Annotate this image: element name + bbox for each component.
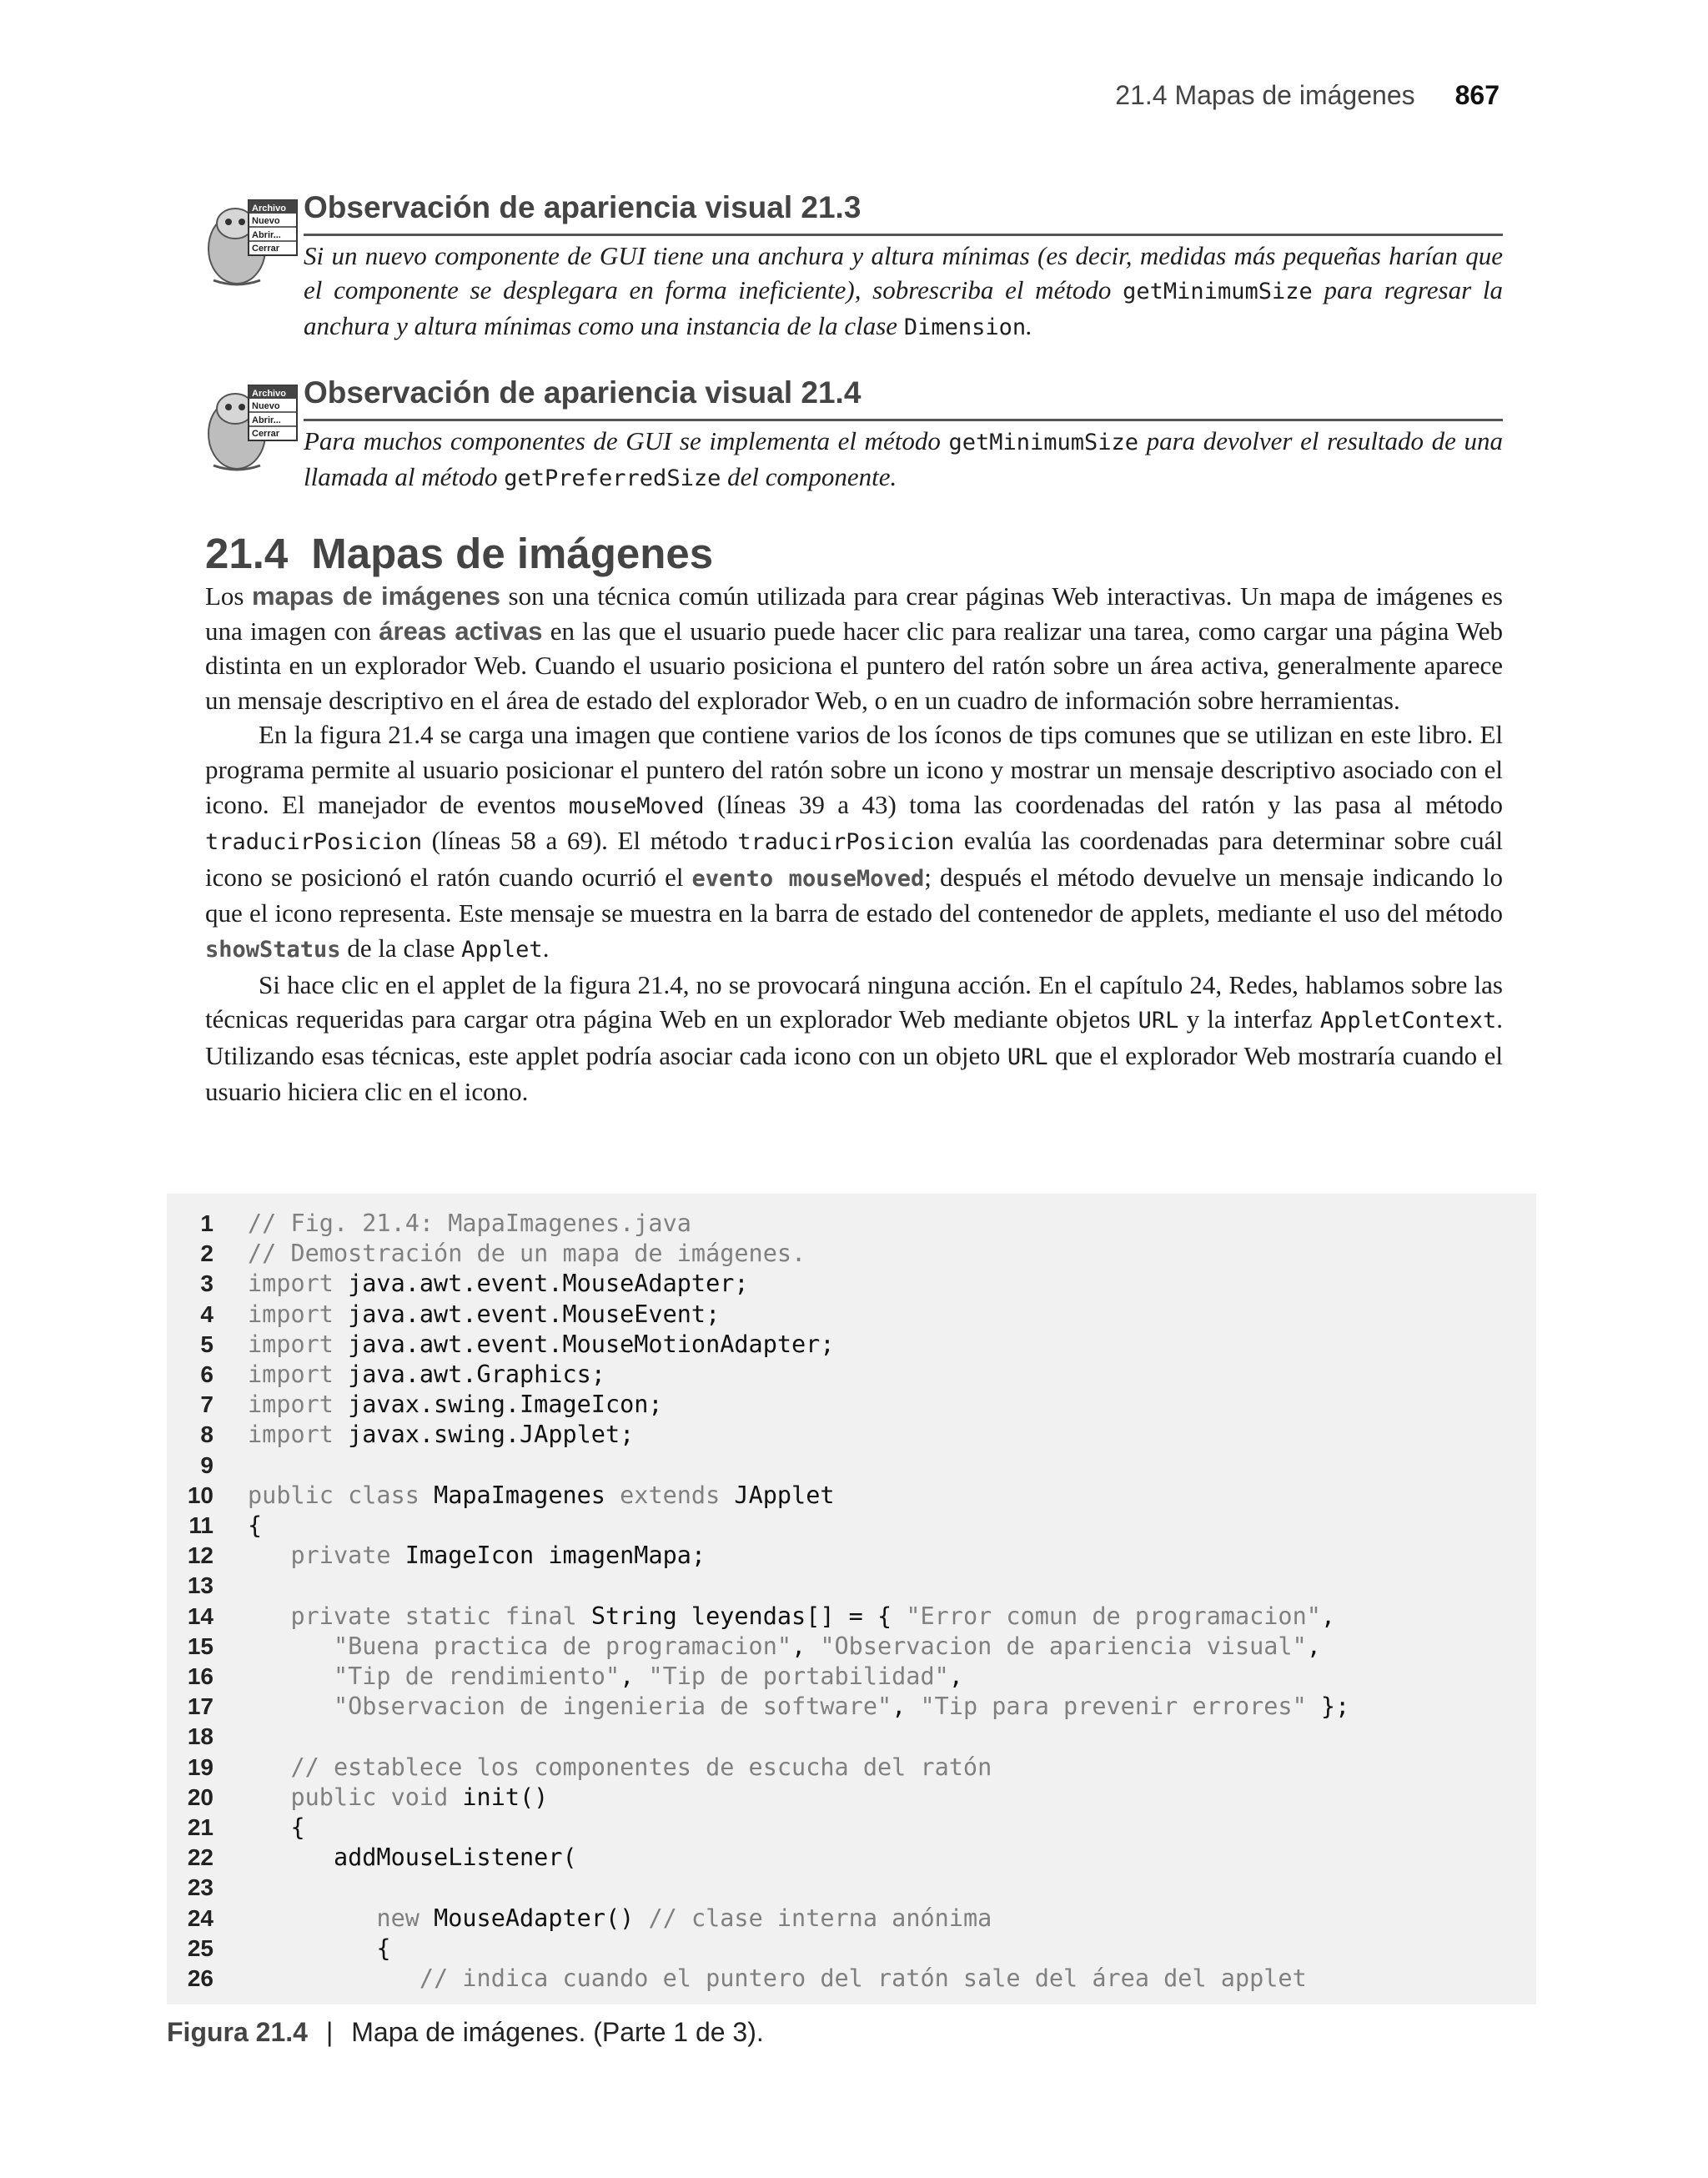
running-head bbox=[1115, 80, 1500, 111]
code-text bbox=[248, 1300, 720, 1330]
code-token: MapaImagenes bbox=[434, 1481, 620, 1509]
code-token-muted: import bbox=[248, 1391, 349, 1419]
code-token: init() bbox=[462, 1783, 549, 1811]
code-text bbox=[248, 1269, 749, 1299]
code-token bbox=[248, 1662, 334, 1690]
code-token: java.awt.event.MouseAdapter; bbox=[348, 1270, 749, 1298]
obs-text: para devolver el resultado de una llamada al método bbox=[304, 426, 1504, 491]
obs-text: Para muchos componentes de GUI se implementa el método bbox=[304, 426, 949, 455]
code-token: { bbox=[248, 1512, 263, 1539]
section-title: Mapas de imágenes bbox=[311, 530, 714, 577]
code-line bbox=[167, 1783, 1536, 1813]
code-text bbox=[248, 1843, 577, 1873]
line-number: 26 bbox=[187, 1965, 214, 1991]
obs-code: getPreferredSize bbox=[504, 465, 721, 491]
code-text bbox=[248, 1783, 548, 1813]
key-term: evento mouseMoved bbox=[691, 865, 925, 892]
code-line bbox=[167, 1481, 1536, 1511]
code-token-muted: "Tip de rendimiento" bbox=[333, 1662, 620, 1690]
body-text bbox=[205, 579, 1503, 1109]
inline-code: AppletContext bbox=[1319, 1008, 1497, 1034]
code-token: , bbox=[620, 1662, 649, 1690]
code-token-muted: new bbox=[376, 1904, 435, 1932]
code-line bbox=[167, 1722, 1536, 1752]
code-token-muted: import bbox=[248, 1300, 349, 1328]
file-menu-mascot-icon bbox=[205, 190, 299, 289]
line-number: 1 bbox=[200, 1210, 214, 1236]
text: en las que el usuario puede hacer clic para realizar una tarea, como cargar una página Web distinta en un explorador Web. Cuando el usuario posiciona el puntero del ratón sobre un área activa, generalmente aparece un mensaje descriptivo en el área de estado del explorador Web, o en un cuadro de información sobre herramientas. bbox=[205, 616, 1504, 715]
line-number: 6 bbox=[200, 1361, 214, 1387]
code-line bbox=[167, 1541, 1536, 1571]
text: Si hace clic en el applet de la figura 21.4, no se provocará ninguna acción. En el capítulo 24, Redes, hablamos sobre las técnicas requeridas para cargar otra página Web en un explorador Web mediante objetos bbox=[205, 969, 1503, 1034]
code-token bbox=[248, 1542, 290, 1569]
code-text bbox=[248, 1390, 663, 1420]
key-term: mapas de imágenes bbox=[251, 581, 501, 611]
obs-code: Dimension bbox=[903, 314, 1027, 340]
line-number: 18 bbox=[187, 1723, 214, 1750]
line-number: 15 bbox=[187, 1632, 214, 1659]
observation-title: Observación de apariencia visual 21.4 bbox=[304, 375, 862, 410]
inline-code: URL bbox=[1138, 1008, 1179, 1034]
menu-item-nuevo: Nuevo bbox=[252, 401, 280, 411]
line-number: 20 bbox=[187, 1783, 214, 1810]
code-line bbox=[167, 1934, 1536, 1964]
code-text bbox=[248, 1934, 391, 1964]
running-head-section: 21.4 Mapas de imágenes bbox=[1115, 80, 1415, 110]
line-number: 21 bbox=[187, 1814, 214, 1840]
obs-code: getMinimumSize bbox=[948, 430, 1139, 455]
code-token-muted: // Demostración de un mapa de imágenes. bbox=[248, 1240, 806, 1268]
code-text bbox=[248, 1964, 1307, 1994]
code-line bbox=[167, 1843, 1536, 1873]
code-token: , bbox=[948, 1662, 963, 1690]
line-number: 17 bbox=[187, 1693, 214, 1720]
file-menu-mascot-icon bbox=[205, 375, 299, 474]
line-number: 10 bbox=[187, 1481, 214, 1508]
code-token: javax.swing.ImageIcon; bbox=[348, 1391, 663, 1419]
observation-box-21-4 bbox=[205, 375, 1503, 500]
code-token bbox=[248, 1783, 290, 1811]
code-line bbox=[167, 1300, 1536, 1330]
code-line bbox=[167, 1239, 1536, 1269]
text: de la clase bbox=[340, 933, 462, 963]
code-token-muted: // establece los componentes de escucha del ratón bbox=[290, 1753, 992, 1781]
text: Los bbox=[205, 581, 252, 611]
line-number: 5 bbox=[200, 1330, 214, 1357]
code-text bbox=[248, 1360, 605, 1390]
observation-body bbox=[304, 239, 1503, 345]
line-number: 23 bbox=[187, 1874, 214, 1901]
code-token bbox=[248, 1602, 290, 1630]
observation-box-21-3 bbox=[205, 190, 1503, 349]
line-number: 2 bbox=[200, 1240, 214, 1267]
code-token bbox=[248, 1693, 334, 1720]
code-token: java.awt.Graphics; bbox=[348, 1361, 605, 1388]
code-token-muted: "Buena practica de programacion" bbox=[333, 1632, 792, 1660]
code-token: { bbox=[248, 1813, 305, 1841]
code-token-muted: extends bbox=[620, 1481, 735, 1509]
line-number: 19 bbox=[187, 1753, 214, 1780]
code-line bbox=[167, 1330, 1536, 1360]
code-token: ImageIcon imagenMapa; bbox=[404, 1542, 706, 1570]
menu-item-archivo: Archivo bbox=[252, 389, 286, 399]
code-line bbox=[167, 1451, 1536, 1481]
code-token bbox=[248, 1753, 290, 1781]
code-line bbox=[167, 1904, 1536, 1934]
obs-text: . bbox=[1026, 311, 1032, 340]
code-token-muted: "Tip para prevenir errores" bbox=[920, 1693, 1307, 1721]
observation-body bbox=[304, 424, 1503, 495]
observation-rule bbox=[304, 419, 1503, 421]
line-number: 22 bbox=[187, 1844, 214, 1871]
code-token: String leyendas[] = { bbox=[590, 1602, 907, 1630]
section-number: 21.4 bbox=[205, 530, 289, 577]
code-token-muted: "Error comun de programacion" bbox=[906, 1602, 1321, 1630]
text: y la interfaz bbox=[1178, 1004, 1320, 1034]
inline-code: traducirPosicion bbox=[737, 829, 955, 856]
code-token: , bbox=[791, 1632, 821, 1660]
inline-code: Applet bbox=[461, 936, 543, 963]
code-text bbox=[248, 1662, 963, 1692]
line-number: 13 bbox=[187, 1572, 214, 1599]
code-listing bbox=[167, 1194, 1536, 2004]
figure-label: Figura 21.4 bbox=[167, 2017, 308, 2047]
paragraph bbox=[205, 717, 1503, 967]
code-token: javax.swing.JApplet; bbox=[348, 1421, 635, 1449]
code-token-muted: // Fig. 21.4: MapaImagenes.java bbox=[248, 1210, 691, 1237]
line-number: 12 bbox=[187, 1542, 214, 1569]
code-token-muted: public void bbox=[290, 1783, 463, 1811]
code-line bbox=[167, 1571, 1536, 1601]
inline-code: traducirPosicion bbox=[205, 829, 423, 856]
code-line bbox=[167, 1602, 1536, 1632]
code-text bbox=[248, 1481, 835, 1511]
inline-code: mouseMoved bbox=[568, 792, 705, 819]
line-number: 11 bbox=[188, 1512, 214, 1538]
code-line bbox=[167, 1420, 1536, 1450]
key-term: áreas activas bbox=[379, 616, 543, 646]
menu-item-archivo: Archivo bbox=[252, 204, 286, 214]
obs-text: para regresar la anchura y altura mínimas como una instancia de la clase bbox=[304, 275, 1503, 340]
text: . Utilizando esas técnicas, este applet podría asociar cada icono con un objeto bbox=[205, 1004, 1503, 1070]
code-line bbox=[167, 1692, 1536, 1722]
text: (líneas 39 a 43) toma las coordenadas del ratón y las pasa al método bbox=[704, 789, 1503, 819]
code-token: addMouseListener( bbox=[248, 1844, 577, 1872]
code-token bbox=[248, 1964, 419, 1992]
code-text bbox=[248, 1420, 634, 1450]
key-term: showStatus bbox=[205, 936, 341, 963]
paragraph bbox=[205, 968, 1503, 1109]
code-token: JApplet bbox=[734, 1481, 835, 1509]
menu-item-cerrar: Cerrar bbox=[252, 429, 280, 439]
menu-item-cerrar: Cerrar bbox=[252, 244, 280, 254]
obs-code: getMinimumSize bbox=[1123, 279, 1313, 304]
text: que el explorador Web mostraría cuando el usuario hiciera clic en el icono. bbox=[205, 1040, 1504, 1107]
caption-separator: | bbox=[325, 2017, 334, 2047]
text: En la figura 21.4 se carga una imagen que contiene varios de los íconos de tips comunes que se utilizan en este libro. El programa permite al usuario posicionar el puntero del ratón sobre un icono y mostrar un mensaje descriptivo asociado con el icono. El manejador de eventos bbox=[205, 720, 1503, 819]
code-token-muted: private bbox=[290, 1542, 405, 1570]
code-line bbox=[167, 1511, 1536, 1541]
code-token: , bbox=[892, 1693, 921, 1721]
line-number: 14 bbox=[187, 1602, 214, 1629]
text: (líneas 58 a 69). El método bbox=[422, 826, 738, 856]
menu-item-abrir: Abrir... bbox=[252, 415, 281, 425]
code-token bbox=[248, 1632, 334, 1660]
code-token-muted: // clase interna anónima bbox=[648, 1904, 992, 1932]
observation-rule bbox=[304, 234, 1503, 236]
obs-text: Si un nuevo componente de GUI tiene una anchura y altura mínimas (es decir, medidas más pequeñas harían que el componente se desplegara en forma ineficiente), sobrescriba el método bbox=[304, 241, 1503, 304]
section-heading bbox=[205, 529, 713, 578]
line-number: 24 bbox=[187, 1904, 214, 1931]
code-text bbox=[248, 1904, 992, 1934]
text: . bbox=[542, 933, 550, 963]
code-token-muted: import bbox=[248, 1270, 349, 1298]
code-token: java.awt.event.MouseMotionAdapter; bbox=[348, 1330, 835, 1358]
code-text bbox=[248, 1602, 1335, 1632]
code-line bbox=[167, 1632, 1536, 1662]
code-text bbox=[248, 1511, 262, 1541]
code-line bbox=[167, 1390, 1536, 1420]
code-token: , bbox=[1306, 1632, 1321, 1660]
code-line bbox=[167, 1662, 1536, 1692]
obs-text: del componente. bbox=[721, 462, 897, 491]
code-line bbox=[167, 1209, 1536, 1239]
text: son una técnica común utilizada para crear páginas Web interactivas. Un mapa de imágenes es una imagen con bbox=[205, 581, 1503, 646]
caption-text: Mapa de imágenes. (Parte 1 de 3). bbox=[351, 2017, 764, 2047]
code-token: MouseAdapter() bbox=[434, 1904, 649, 1932]
text: evalúa las coordenadas para determinar sobre cuál icono se posicionó el ratón cuando ocurrió el bbox=[205, 826, 1504, 892]
code-token-muted: // indica cuando el puntero del ratón sale del área del applet bbox=[419, 1964, 1307, 1992]
code-token-muted: "Tip de portabilidad" bbox=[648, 1662, 949, 1690]
code-line bbox=[167, 1753, 1536, 1783]
code-text bbox=[248, 1813, 305, 1843]
line-number: 3 bbox=[200, 1270, 214, 1297]
code-token-muted: import bbox=[248, 1330, 349, 1358]
code-token: }; bbox=[1306, 1693, 1350, 1721]
line-number: 4 bbox=[200, 1300, 214, 1327]
paragraph bbox=[205, 579, 1503, 717]
line-number: 16 bbox=[187, 1663, 214, 1689]
code-token-muted: private static final bbox=[290, 1602, 591, 1630]
line-number: 9 bbox=[200, 1451, 214, 1478]
code-token bbox=[248, 1904, 376, 1932]
inline-code: URL bbox=[1007, 1044, 1048, 1070]
code-line bbox=[167, 1813, 1536, 1843]
line-number: 8 bbox=[200, 1421, 214, 1448]
code-line bbox=[167, 1269, 1536, 1299]
code-text bbox=[248, 1330, 835, 1360]
code-text bbox=[248, 1239, 806, 1269]
code-text bbox=[248, 1209, 691, 1239]
menu-item-nuevo: Nuevo bbox=[252, 216, 280, 226]
code-token: , bbox=[1320, 1602, 1336, 1630]
code-line bbox=[167, 1964, 1536, 1994]
code-text bbox=[248, 1541, 706, 1571]
text: ; después el método devuelve un mensaje indicando lo que el icono representa. Este mensaje se muestra en la barra de estado del contenedor de applets, mediante el uso del método bbox=[205, 862, 1503, 928]
code-token-muted: import bbox=[248, 1421, 349, 1449]
code-token-muted: "Observacion de ingenieria de software" bbox=[333, 1693, 892, 1721]
line-number: 7 bbox=[200, 1391, 214, 1418]
code-token-muted: "Observacion de apariencia visual" bbox=[820, 1632, 1307, 1660]
code-text bbox=[248, 1692, 1349, 1722]
figure-caption bbox=[167, 2017, 764, 2048]
menu-item-abrir: Abrir... bbox=[252, 230, 281, 240]
code-token-muted: import bbox=[248, 1361, 349, 1388]
code-line bbox=[167, 1873, 1536, 1903]
page-number: 867 bbox=[1454, 80, 1500, 110]
code-token-muted: public class bbox=[248, 1481, 435, 1509]
code-token: { bbox=[248, 1934, 391, 1962]
code-text bbox=[248, 1632, 1321, 1662]
observation-title: Observación de apariencia visual 21.3 bbox=[304, 190, 862, 224]
code-text bbox=[248, 1753, 992, 1783]
code-token: java.awt.event.MouseEvent; bbox=[348, 1300, 721, 1328]
code-line bbox=[167, 1360, 1536, 1390]
line-number: 25 bbox=[187, 1934, 214, 1961]
